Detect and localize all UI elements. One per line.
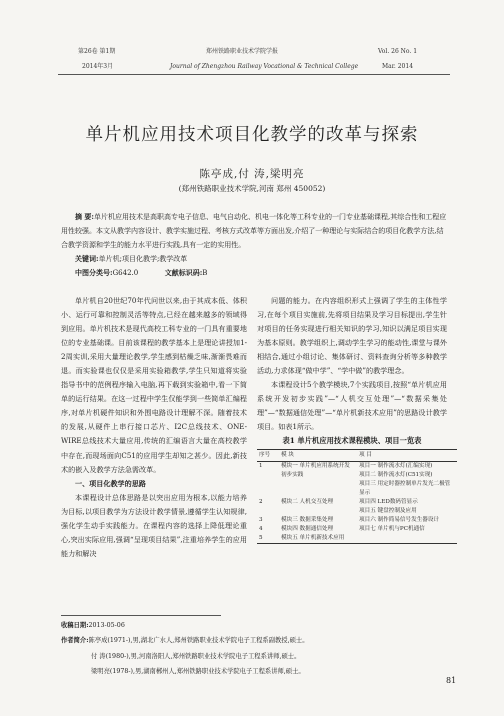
abstract-text: 单片机应用技术是高职高专电子信息、电气自动化、机电一体化等工科专业的一门专业基础课程,其综合性和工程应用性较强。本文从教学内容设计、教学实施过程、考核方式改革等方面出发,介绍了一种理论与实际结合的项目化教学方法,结合教学资源和学生的能力水平进行实践,具有一定的实用性。 xyxy=(61,213,447,249)
header-date-en: Mar. 2014 xyxy=(382,63,414,70)
table-project-item: 项目四 LED数码管显示 xyxy=(359,498,418,505)
bio-line xyxy=(61,633,481,648)
page-number: 81 xyxy=(446,676,457,685)
table-project-item: 项目五 键盘控制及应用 xyxy=(359,507,417,514)
doc-code-label: 文献标识码: xyxy=(164,268,203,277)
header-volume-en: Vol. 26 No. 1 xyxy=(378,48,418,55)
left-column xyxy=(61,294,247,561)
abstract-paragraph xyxy=(61,210,447,252)
table-cell-module: 模块一 单片机应用系统开发初步实践 xyxy=(281,462,350,478)
table-cell-projects xyxy=(357,498,457,516)
table-header-module: 模 块 xyxy=(279,449,357,461)
header-volume-cn: 第26卷 第1期 xyxy=(78,48,116,55)
table-cell-no: 1 xyxy=(259,462,263,469)
body-paragraph: 本课程设计总体思路是以突出应用为根本,以能力培养为目标,以项目教学为方法设计教学情景,遵循学生认知规律,强化学生动手实践能力。在课程内容的选择上降低理论重心,突出实际应用,强调“呈现项目结果”,注重培养学生的应用能力和解决 xyxy=(61,492,247,558)
bio-author-3: 梁明亮(1978-),男,湖南郴州人,郑州铁路职业技术学院电子工程系讲师,硕士。 xyxy=(91,667,305,675)
header-journal-cn: 郑州铁路职业技术学院学报 xyxy=(206,48,279,55)
keywords-line xyxy=(61,252,447,266)
table-row xyxy=(257,498,457,516)
received-label: 收稿日期: xyxy=(61,622,89,629)
table-body xyxy=(257,461,457,543)
table-cell-module: 模块四 数据通信处理 xyxy=(281,525,334,532)
table-cell-module: 模块五 单片机新技术应用 xyxy=(279,534,357,544)
table-cell-no: 2 xyxy=(259,498,263,505)
table-cell-no: 5 xyxy=(257,534,279,544)
footnote-rule xyxy=(61,615,221,616)
table-cell-module: 模块三 数据采集处理 xyxy=(281,516,334,523)
footnote-block xyxy=(61,618,481,679)
table-cell-no: 3 xyxy=(259,516,263,523)
paper-authors: 陈亭成,付 涛,梁明亮 xyxy=(199,168,305,180)
body-paragraph: 单片机自20世纪70年代问世以来,由于其成本低、体积小、运行可靠和控制灵活等特点,已经在越来越多的领域得到应用。单片机技术是现代高校工科专业的一门具有重要地位的专业基础课。目前该课程的教学基本上是理论讲授加1-2周实训,采用大量理论教学,学生感到枯燥乏味,渐渐畏难而退。而实验课也仅仅是采用实验箱教学,学生只知道将实验指导书中的范例程序输入电脑,再下载到实验箱中,看一下简单的运行结果。在这一过程中学生仅能学到一些简单汇编程序,对单片机硬件知识和外围电路设计理解不深。随着技术的发展,从硬件上串行接口芯片、I2C总线技术、ONE-WIRE总线技术大量应用,传统的汇编语言大量在高校教学中存在,而现场面向C51的应用学生却知之甚少。因此,新技术的嵌入及教学方法急需改革。 xyxy=(61,296,247,474)
header-date-cn: 2014年3月 xyxy=(82,63,114,70)
classification-line xyxy=(61,266,447,280)
abstract-label: 摘 要: xyxy=(75,212,95,221)
table-project-item: 项目二 制作流水灯(C51实现) xyxy=(359,471,433,478)
table-project-item: 项目七 单片机与PC机通信 xyxy=(359,525,425,532)
section-heading: 一、项目化教学的思路 xyxy=(75,478,146,488)
paper-title: 单片机应用技术项目化教学的改革与探索 xyxy=(85,125,419,145)
table-cell-no: 4 xyxy=(259,525,263,532)
body-paragraph: 本课程设计5个教学模块,7个实践项目,按照“单片机应用系统开发初步实践”—“人机交互处理”—“数据采集处理”—“数据通信处理”—“单片机新技术应用”的思路设计教学项目。如表1所示。 xyxy=(257,380,447,432)
table-row xyxy=(257,461,457,498)
table-project-item: 项目三 用定时器控制单片发光二极管显示 xyxy=(359,480,451,496)
keywords-label: 关键词: xyxy=(75,254,99,263)
table-cell-projects xyxy=(357,525,457,534)
clc-value: G642.0 xyxy=(112,269,139,277)
table-header-project: 项 目 xyxy=(357,449,457,461)
table-row xyxy=(257,534,457,544)
table-header-no: 序号 xyxy=(257,449,279,461)
modules-table xyxy=(257,449,457,544)
doc-code-value: B xyxy=(202,269,208,277)
bio-line xyxy=(61,664,481,679)
table-cell-module: 模块二 人机交互处理 xyxy=(281,498,334,505)
abstract-block xyxy=(61,210,447,280)
clc-label: 中图分类号: xyxy=(75,268,113,277)
bio-author-1: 陈亭成(1971-),男,湖北广水人,郑州铁路职业技术学院电子工程系副教授,硕士。 xyxy=(88,637,309,645)
header-journal-en: Journal of Zhengzhou Railway Vocational & Technical College xyxy=(170,63,359,70)
bio-author-2: 付 涛(1980-),男,河南洛阳人,郑州铁路职业技术学院电子工程系讲师,硕士。 xyxy=(91,652,301,660)
table-cell-projects xyxy=(357,516,457,525)
right-column xyxy=(257,294,451,544)
received-line xyxy=(61,618,481,633)
paper-affiliation: (郑州铁路职业技术学院,河南 郑州 450052) xyxy=(178,184,326,193)
keywords-text: 单片机;项目化教学;教学改革 xyxy=(98,255,188,263)
table-project-item: 项目一 制作流水灯(汇编实现) xyxy=(359,462,433,469)
received-date: 2013-05-06 xyxy=(88,622,125,629)
table-row xyxy=(257,516,457,525)
table-project-item: 项目六 制作简易信号发生器设计 xyxy=(359,516,440,523)
table-title: 表1 单片机应用技术课程模块、项目一览表 xyxy=(282,436,422,446)
table-cell-projects xyxy=(357,461,457,498)
table-row xyxy=(257,525,457,534)
header-rule xyxy=(58,74,450,75)
bio-label: 作者简介: xyxy=(61,637,89,645)
bio-line xyxy=(61,649,481,664)
table-cell-projects xyxy=(357,534,457,544)
body-paragraph: 问题的能力。在内容组织形式上强调了学生的主体性学习,在每个项目实施前,先将项目结果及学习目标提出,学生针对项目的任务实现进行相关知识的学习,知识以满足项目实现为基本原则。教学组织上,调动学生学习的能动性,课堂与课外相结合,通过小组讨论、集体研讨、资料查询分析等多种教学活动,力求体现“做中学”、“学中做”的教学理念。 xyxy=(257,296,447,376)
